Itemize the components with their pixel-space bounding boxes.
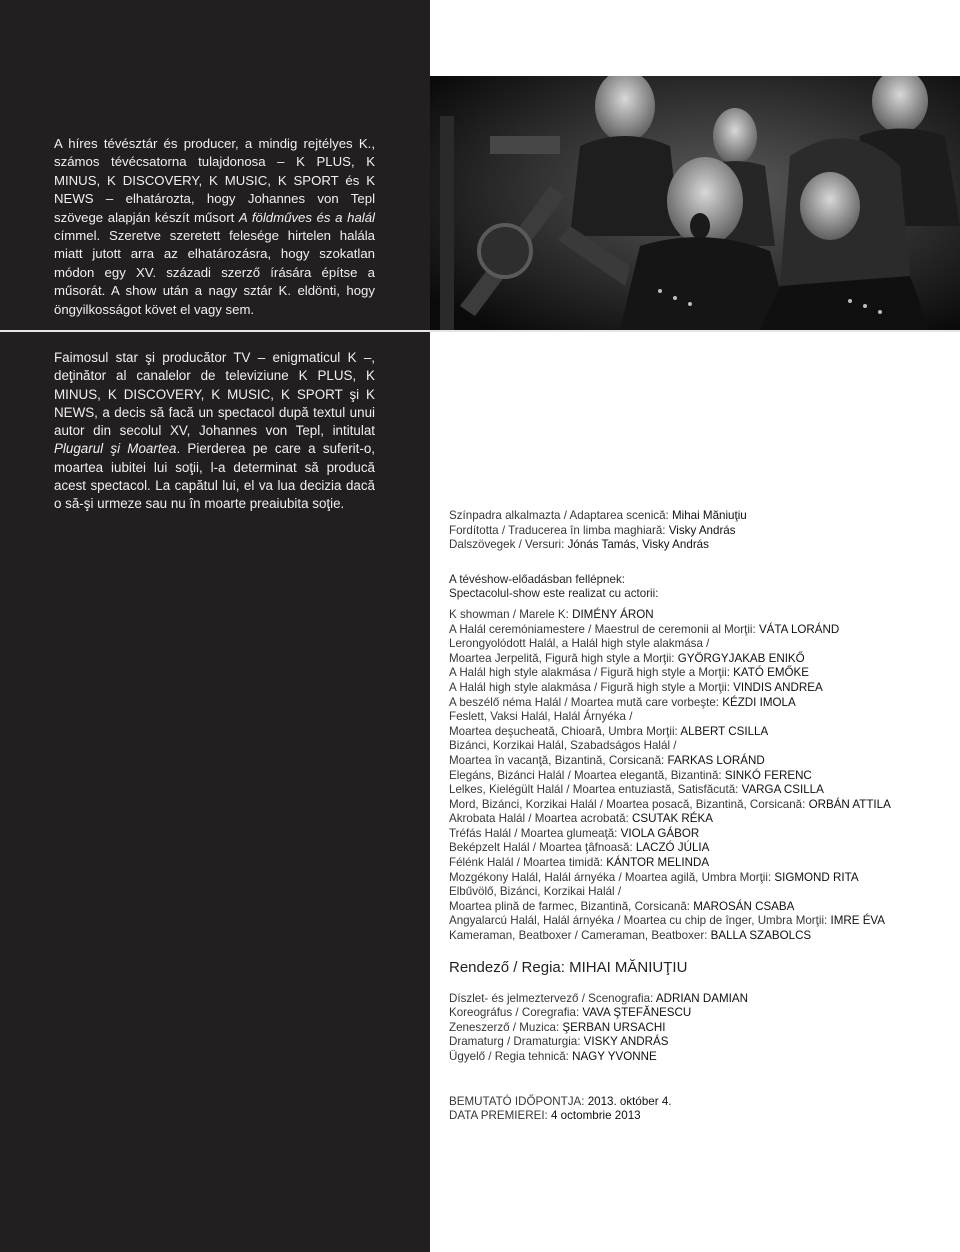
director-name: MIHAI MĂNIUŢIU: [569, 958, 688, 976]
cast-row-label: Moartea Jerpelită, Figură high style a Morţii:: [449, 651, 678, 665]
crew-credit-row-name: ŞERBAN URSACHI: [562, 1020, 666, 1034]
horizontal-divider: [0, 330, 960, 332]
performance-photo: [430, 76, 960, 330]
cast-row-name: ALBERT CSILLA: [680, 724, 769, 738]
cast-row-label: Félénk Halál / Moartea timidă:: [449, 856, 607, 870]
crew-credit-row-label: Díszlet- és jelmeztervező / Scenografia:: [449, 991, 656, 1005]
cast-row-label: Bizánci, Korzikai Halál, Szabadságos Halál /: [449, 739, 677, 753]
crew-credit-row-label: Zeneszerző / Muzica:: [449, 1020, 563, 1034]
crew-credit-row: [449, 1021, 944, 1036]
cast-row: [449, 856, 944, 871]
cast-row-label: Lelkes, Kielégült Halál / Moartea entuziastă, Satisfăcută:: [449, 783, 742, 797]
cast-list: [449, 608, 944, 944]
crew-credit-row-name: ADRIAN DAMIAN: [655, 991, 748, 1005]
crew-credits: [449, 992, 944, 1065]
cast-row-label: Moartea plină de farmec, Bizantină, Corsicană:: [449, 899, 694, 913]
cast-row-name: CSUTAK RÉKA: [632, 812, 713, 826]
cast-row-label: A beszélő néma Halál / Moartea mută care vorbeşte:: [449, 695, 723, 709]
production-credit-row-name: Jónás Tamás, Visky András: [567, 538, 709, 552]
director-label: Rendező / Regia:: [449, 958, 570, 976]
premiere-row-name: 2013. október 4.: [587, 1094, 672, 1108]
cast-row-name: KÉZDI IMOLA: [722, 695, 796, 709]
cast-row: [449, 929, 944, 944]
cast-row-label: Mozgékony Halál, Halál árnyéka / Moartea agilă, Umbra Morţii:: [449, 870, 775, 884]
cast-heading-hu: A tévéshow-előadásban fellépnek:: [449, 572, 625, 586]
crew-credit-row: [449, 1006, 944, 1021]
cast-row: [449, 637, 944, 652]
cast-row-name: VINDIS ANDREA: [733, 680, 823, 694]
cast-row-label: Angyalarcú Halál, Halál árnyéka / Moartea cu chip de înger, Umbra Morţii:: [449, 914, 831, 928]
intro-paragraph-romanian: [54, 349, 375, 514]
intro-hu-play-title: A földműves és a halál: [238, 209, 375, 225]
cast-row: [449, 725, 944, 740]
crew-credit-row-name: NAGY YVONNE: [572, 1050, 657, 1063]
cast-row-name: ORBÁN ATTILA: [808, 797, 891, 811]
cast-row: [449, 812, 944, 827]
cast-row: [449, 783, 944, 798]
cast-row-label: Akrobata Halál / Moartea acrobată:: [449, 812, 633, 826]
cast-row-label: Lerongyolódott Halál, a Halál high style alakmása /: [449, 637, 710, 651]
production-credit-row-label: Dalszövegek / Versuri:: [449, 538, 568, 552]
cast-row-label: Beképzelt Halál / Moartea ţâfnoasă:: [449, 841, 636, 855]
cast-row-label: Feslett, Vaksi Halál, Halál Árnyéka /: [449, 710, 633, 724]
premiere-info: [449, 1095, 944, 1124]
cast-row-name: VARGA CSILLA: [741, 783, 824, 797]
cast-row-label: K showman / Marele K:: [449, 607, 573, 621]
cast-row-label: Moartea deşucheată, Chioară, Umbra Morţii:: [449, 724, 681, 738]
production-credit-row-name: Visky András: [668, 523, 736, 537]
cast-row-label: Moartea în vacanţă, Bizantină, Corsicană:: [449, 753, 668, 767]
performance-photo-illustration: [430, 76, 960, 330]
cast-row-name: GYÖRGYJAKAB ENIKŐ: [677, 651, 805, 665]
cast-row-name: VIOLA GÁBOR: [620, 826, 700, 840]
cast-row-label: A Halál high style alakmása / Figură high style a Morţii:: [449, 666, 734, 680]
premiere-row: [449, 1109, 944, 1124]
cast-row-label: Kameraman, Beatboxer / Cameraman, Beatboxer:: [449, 929, 711, 943]
director-credit: [449, 958, 944, 978]
cast-row: [449, 841, 944, 856]
cast-heading-ro: Spectacolul-show este realizat cu actorii:: [449, 587, 659, 601]
production-credit-row-name: Mihai Măniuţiu: [672, 509, 747, 522]
cast-row-name: DIMÉNY ÁRON: [572, 607, 654, 621]
cast-row-label: A Halál high style alakmása / Figură high style a Morţii:: [449, 680, 734, 694]
cast-row: [449, 681, 944, 696]
cast-row: [449, 696, 944, 711]
cast-row-name: LACZÓ JÚLIA: [635, 841, 710, 855]
cast-row-label: Elegáns, Bizánci Halál / Moartea elegantă, Bizantină:: [449, 768, 725, 782]
crew-credit-row-name: VISKY ANDRÁS: [583, 1035, 669, 1049]
cast-row: [449, 739, 944, 754]
crew-credit-row-name: VAVA ŞTEFĂNESCU: [582, 1006, 692, 1020]
premiere-row: [449, 1095, 944, 1110]
cast-row-label: A Halál ceremóniamestere / Maestrul de ceremonii al Morţii:: [449, 622, 759, 636]
cast-row: [449, 900, 944, 915]
cast-row-name: SINKÓ FERENC: [724, 768, 812, 782]
production-credit-row-label: Színpadra alkalmazta / Adaptarea scenică:: [449, 509, 672, 522]
cast-row: [449, 710, 944, 725]
cast-row: [449, 769, 944, 784]
premiere-row-label: BEMUTATÓ IDŐPONTJA:: [449, 1094, 588, 1108]
credits-block: [449, 509, 944, 1124]
cast-row: [449, 754, 944, 769]
cast-row-name: KATÓ EMŐKE: [733, 666, 809, 680]
cast-row-label: Elbűvölő, Bizánci, Korzikai Halál /: [449, 885, 622, 899]
cast-row-name: IMRE ÉVA: [830, 914, 886, 928]
cast-row: [449, 623, 944, 638]
cast-row-name: MAROSÁN CSABA: [693, 899, 795, 913]
cast-row-label: Tréfás Halál / Moartea glumeaţă:: [449, 826, 621, 840]
intro-hu-text-1: A híres tévésztár és producer, a mindig rejtélyes K., számos tévécsatorna tulajdonosa – K PLUS, K MINUS, K DISCOVERY, K MUSIC, K SPORT és K NEWS – elhatározta, hogy Johannes von Tepl szövege alapján készít műsort: [54, 136, 375, 225]
intro-hu-text-2: címmel. Szeretve szeretett felesége hirtelen halála miatt jutott arra az elhatározásra, hogy szokatlan módon egy XV. századi szerző írására építse a műsorát. A show után a nagy sztár K. eldönti, hogy öngyilkosságot követ el vagy sem.: [54, 228, 375, 317]
premiere-row-name: 4 octombrie 2013: [551, 1109, 641, 1123]
intro-paragraph-hungarian: [54, 135, 375, 319]
intro-ro-text-2: . Pierderea pe care a suferit-o, moartea iubitei lui soţii, l-a determinat să producă acest spectacol. La capătul lui, el va lua decizia dacă o să-şi urmeze sau nu în moarte preaiubita soţie.: [54, 441, 375, 512]
premiere-row-label: DATA PREMIEREI:: [449, 1109, 551, 1123]
crew-credit-row-label: Ügyelő / Regia tehnică:: [449, 1050, 573, 1063]
cast-row: [449, 827, 944, 842]
production-credit-row-label: Fordította / Traducerea în limba maghiară:: [449, 523, 669, 537]
cast-row: [449, 652, 944, 667]
cast-row-name: VÁTA LORÁND: [758, 622, 840, 636]
cast-row-name: BALLA SZABOLCS: [710, 929, 812, 943]
cast-row-name: FARKAS LORÁND: [667, 753, 765, 767]
cast-row: [449, 885, 944, 900]
cast-row: [449, 666, 944, 681]
cast-row-name: KÁNTOR MELINDA: [606, 856, 710, 870]
crew-credit-row-label: Koreográfus / Coregrafia:: [449, 1006, 583, 1020]
cast-row-name: SIGMOND RITA: [774, 870, 859, 884]
cast-row: [449, 798, 944, 813]
cast-row: [449, 871, 944, 886]
cast-row: [449, 914, 944, 929]
crew-credit-row-label: Dramaturg / Dramaturgia:: [449, 1035, 584, 1049]
intro-ro-play-title: Plugarul şi Moartea: [54, 441, 177, 457]
cast-row-label: Mord, Bizánci, Korzikai Halál / Moartea posacă, Bizantină, Corsicană:: [449, 797, 809, 811]
crew-credit-row: [449, 1035, 944, 1050]
production-credit-row: [449, 538, 944, 553]
crew-credit-row: [449, 1050, 944, 1065]
intro-ro-text-1: Faimosul star şi producător TV – enigmaticul K –, deţinător al canalelor de televiziune K PLUS, K MINUS, K DISCOVERY, K MUSIC, K SPORT şi K NEWS, a decis să facă un spectacol după textul unui autor din secolul XV, Johannes von Tepl, intitulat: [54, 350, 375, 439]
crew-credit-row: [449, 992, 944, 1007]
production-credits: [449, 509, 944, 553]
cast-row: [449, 608, 944, 623]
production-credit-row: [449, 509, 944, 524]
production-credit-row: [449, 524, 944, 539]
